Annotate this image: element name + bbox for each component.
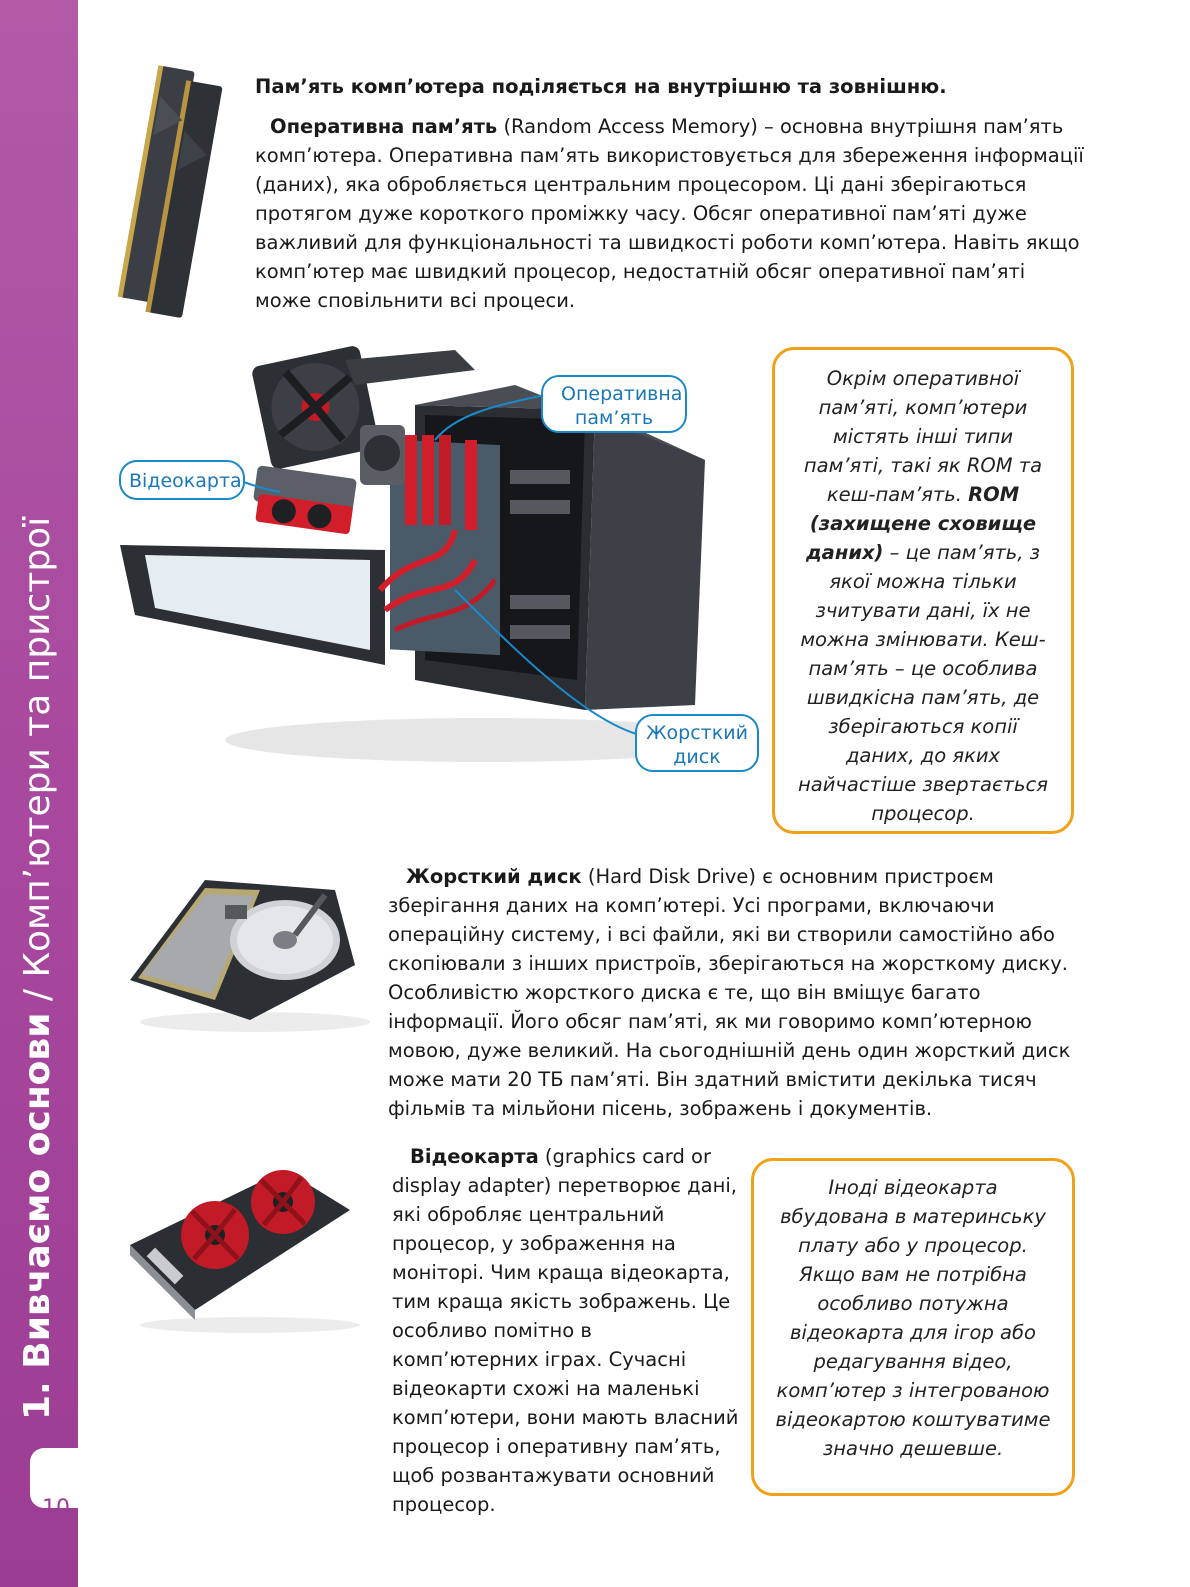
rom-note-bold: ROM (захищене сховище даних) xyxy=(805,483,1037,564)
graphics-card-illustration xyxy=(120,1160,360,1335)
callout-hdd: Жорсткий диск xyxy=(635,714,759,772)
gpu-paragraph xyxy=(392,1142,742,1519)
ram-modules-illustration xyxy=(110,60,240,320)
ram-body: (Random Access Memory) – основна внутрішня пам’ять комп’ютера. Оперативна пам’ять використовується для збереження інформації (даних), яка обробляється центральним процесором. Ці дані зберігаються протягом дуже короткого проміжку часу. Обсяг оперативної пам’яті дуже важливий для функціональності та швидкості роботи комп’ютера. Навіть якщо комп’ютер має швидкий процесор, недостатній обсяг оперативної пам’яті може сповільнити всі процеси. xyxy=(255,115,1084,312)
hard-disk-illustration xyxy=(120,860,370,1035)
rom-note-part1: Окрім оперативної пам’яті, комп’ютери містять інші типи пам’яті, такі як ROM та кеш-пам’ять. xyxy=(803,367,1043,506)
chapter-title-rest: / Комп’ютери та пристрої xyxy=(17,516,58,1013)
ram-term: Оперативна пам’ять xyxy=(270,115,498,138)
callout-gpu: Відеокарта xyxy=(119,460,245,500)
chapter-title xyxy=(10,516,66,1420)
page-number: 10 xyxy=(42,1496,70,1521)
chapter-title-bold: 1. Вивчаємо основи xyxy=(17,1012,58,1420)
hdd-term: Жорсткий диск xyxy=(406,865,582,888)
integrated-gpu-note: Іноді відеокарта вбудована в материнську плату або у процесор. Якщо вам не потрібна особливо потужна відеокарта для ігор або редагування відео, комп’ютер з інтегрованою відеокартою коштуватиме значно дешевше. xyxy=(751,1158,1075,1496)
memory-lead-text: Пам’ять комп’ютера поділяється на внутрішню та зовнішню. xyxy=(255,75,947,98)
rom-note xyxy=(772,347,1074,834)
callout-ram: Оперативна пам’ять xyxy=(541,375,687,433)
hdd-paragraph xyxy=(388,862,1078,1123)
ram-paragraph xyxy=(255,112,1085,315)
hdd-body: (Hard Disk Drive) є основним пристроєм зберігання даних на комп’ютері. Усі програми, включаючи операційну систему, і всі файли, які ви створили самостійно або скопіювали з інших пристроїв, зберігаються на жорсткому диску. Особливістю жорсткого диска є те, що він вміщує багато інформації. Його обсяг пам’яті, як ми говоримо комп’ютерною мовою, дуже великий. На сьогоднішній день один жорсткий диск може мати 20 ТБ пам’яті. Він здатний вмістити декілька тисяч фільмів та мільйони пісень, зображень і документів. xyxy=(388,865,1071,1120)
rom-note-part2: – це пам’ять, з якої можна тільки зчитувати дані, їх не можна змінювати. Кеш-пам’ять – це особлива швидкісна пам’ять, де зберігаються копії даних, до яких найчастіше звертається процесор. xyxy=(798,541,1048,825)
gpu-term: Відеокарта xyxy=(410,1145,539,1168)
gpu-body: (graphics card or display adapter) перетворює дані, які обробляє центральний процесор, у зображення на моніторі. Чим краща відеокарта, тим краща якість зображень. Це особливо помітно в комп’ютерних іграх. Сучасні відеокарти схожі на маленькі комп’ютери, вони мають власний процесор і оперативну пам’ять, щоб розвантажувати основний процесор. xyxy=(392,1145,739,1516)
